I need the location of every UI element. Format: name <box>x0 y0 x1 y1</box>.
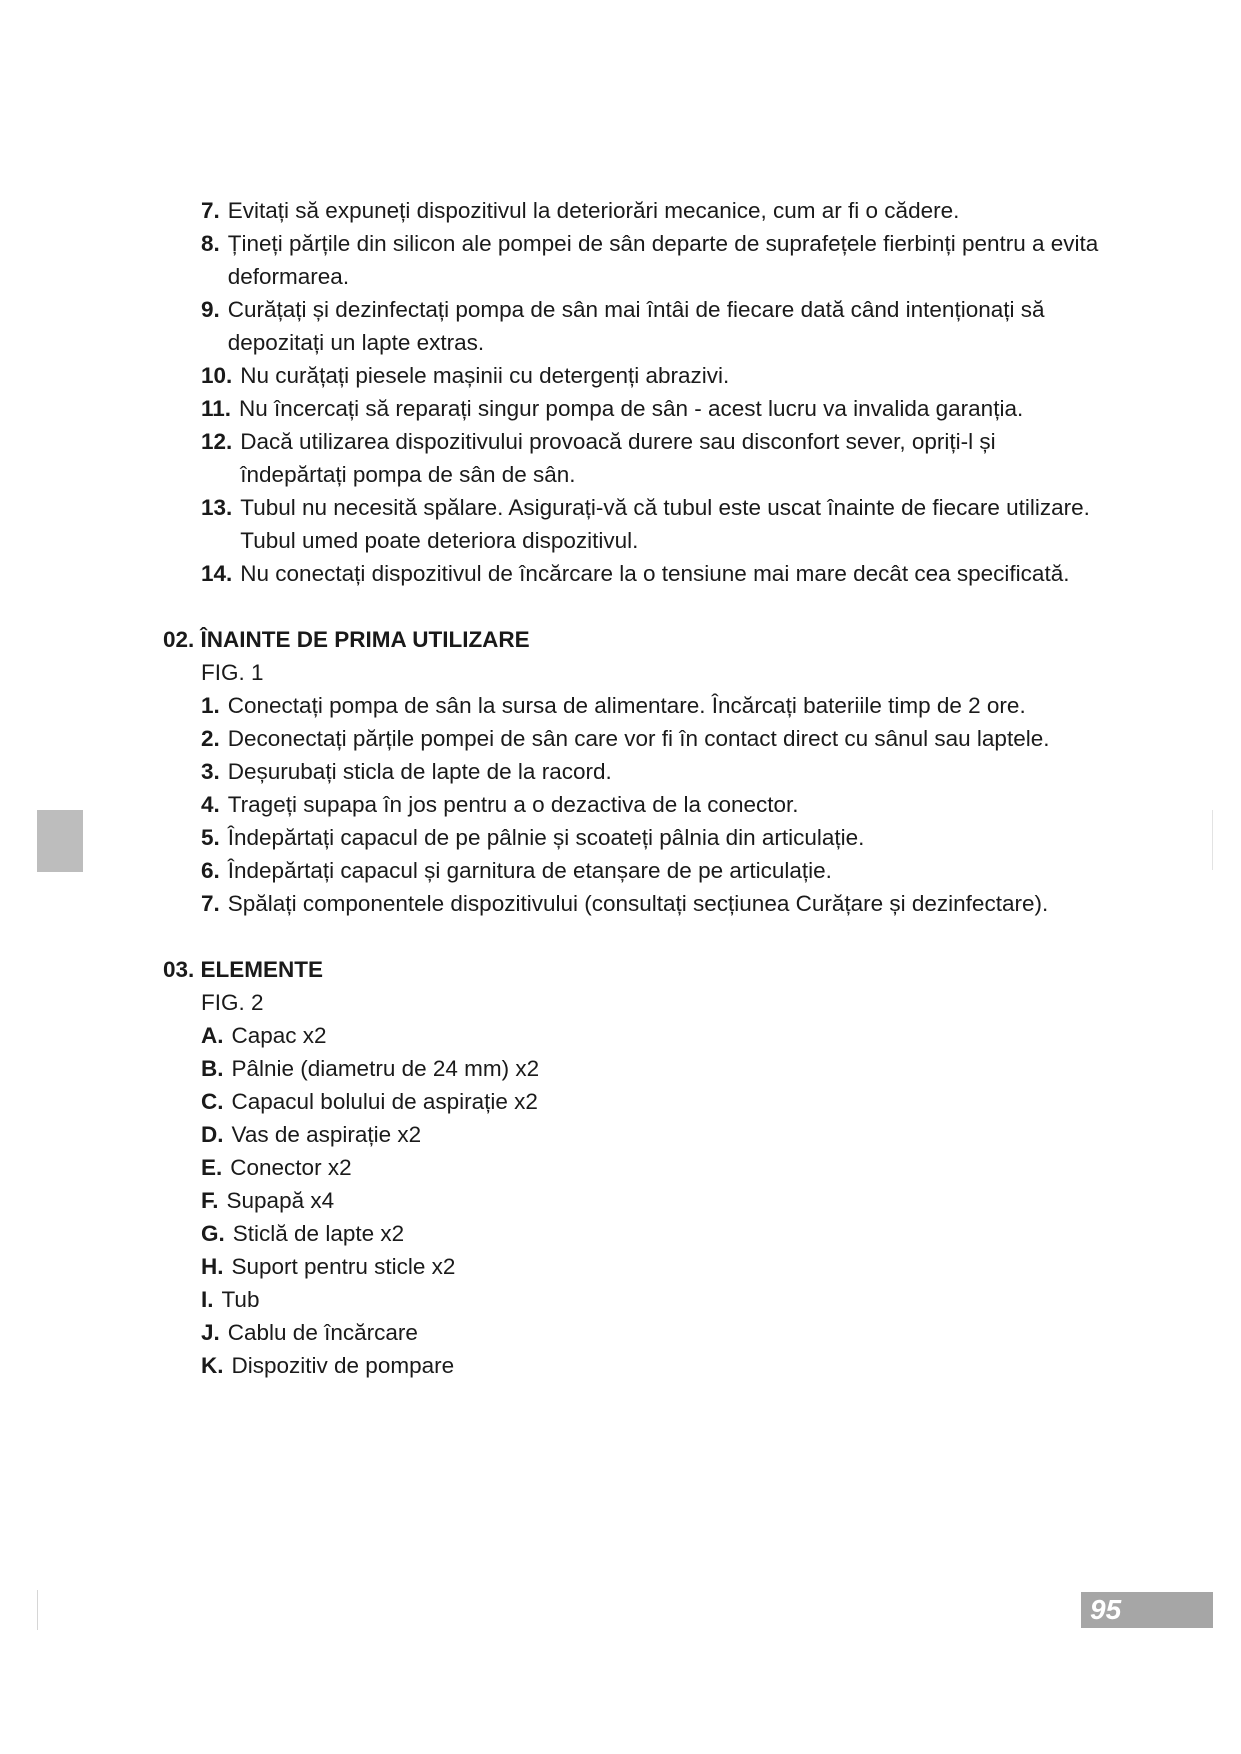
item-text: Sticlă de lapte x2 <box>232 1221 405 1246</box>
item-number: 5. <box>201 825 220 850</box>
list-item <box>163 722 1103 755</box>
item-text: Pâlnie (diametru de 24 mm) x2 <box>231 1056 540 1081</box>
item-number: 14. <box>201 561 233 586</box>
item-text: Cablu de încărcare <box>227 1320 418 1345</box>
item-text: Curățați și dezinfectați pompa de sân mai întâi de fiecare dată când intenționați să depozitați un lapte extras. <box>227 297 1045 355</box>
list-item <box>163 1019 1103 1052</box>
item-text: Deșurubați sticla de lapte de la racord. <box>227 759 612 784</box>
item-number: 6. <box>201 858 220 883</box>
item-text: Spălați componentele dispozitivului (consultați secțiunea Curățare și dezinfectare). <box>227 891 1049 916</box>
item-letter: F. <box>201 1188 219 1213</box>
item-text: Trageți supapa în jos pentru a o dezactiva de la conector. <box>227 792 799 817</box>
list-item <box>163 194 1103 227</box>
item-text: Supapă x4 <box>226 1188 335 1213</box>
list-item <box>163 788 1103 821</box>
item-text: Nu încercați să reparați singur pompa de sân - acest lucru va invalida garanția. <box>239 396 1024 421</box>
page-edge-line <box>37 1590 38 1630</box>
list-item <box>163 1085 1103 1118</box>
page-edge-line <box>1212 810 1213 870</box>
list-item <box>163 689 1103 722</box>
list-item <box>163 1052 1103 1085</box>
list-item <box>163 1184 1103 1217</box>
list-item <box>163 821 1103 854</box>
list-item <box>163 1250 1103 1283</box>
item-text: Tub <box>221 1287 260 1312</box>
item-number: 7. <box>201 198 220 223</box>
item-number: 9. <box>201 297 220 322</box>
side-tab-marker <box>37 810 83 872</box>
item-letter: C. <box>201 1089 224 1114</box>
elements-list <box>163 1019 1103 1382</box>
item-text: Nu curățați piesele mașinii cu detergenți abrazivi. <box>240 363 730 388</box>
section-heading: 02. ÎNAINTE DE PRIMA UTILIZARE <box>163 627 530 652</box>
item-text: Dispozitiv de pompare <box>231 1353 455 1378</box>
item-text: Conectați pompa de sân la sursa de alimentare. Încărcați bateriile timp de 2 ore. <box>227 693 1026 718</box>
list-item <box>163 1283 1103 1316</box>
list-item <box>163 557 1103 590</box>
page-content <box>163 194 1103 1382</box>
figure-reference: FIG. 1 <box>201 660 264 685</box>
list-item <box>163 392 1103 425</box>
item-text: Îndepărtați capacul și garnitura de etanșare de pe articulație. <box>227 858 832 883</box>
item-number: 13. <box>201 495 233 520</box>
item-text: Capacul bolului de aspirație x2 <box>231 1089 538 1114</box>
item-number: 7. <box>201 891 220 916</box>
list-item <box>163 425 1103 491</box>
list-item <box>163 1349 1103 1382</box>
item-letter: G. <box>201 1221 225 1246</box>
item-text: Capac x2 <box>231 1023 327 1048</box>
list-item <box>163 887 1103 920</box>
item-letter: E. <box>201 1155 223 1180</box>
item-text: Vas de aspirație x2 <box>231 1122 422 1147</box>
list-item <box>163 1151 1103 1184</box>
item-text: Evitați să expuneți dispozitivul la deteriorări mecanice, cum ar fi o cădere. <box>227 198 960 223</box>
item-text: Conector x2 <box>230 1155 352 1180</box>
figure-reference: FIG. 2 <box>201 990 264 1015</box>
item-text: Nu conectați dispozitivul de încărcare la o tensiune mai mare decât cea specificată. <box>240 561 1070 586</box>
item-text: Dacă utilizarea dispozitivului provoacă durere sau disconfort sever, opriți-l și îndepărtați pompa de sân de sân. <box>240 429 996 487</box>
item-letter: I. <box>201 1287 214 1312</box>
item-letter: H. <box>201 1254 224 1279</box>
section-heading: 03. ELEMENTE <box>163 957 324 982</box>
item-letter: J. <box>201 1320 220 1345</box>
item-text: Tubul nu necesită spălare. Asigurați-vă că tubul este uscat înainte de fiecare utilizare. Tubul umed poate deteriora dispozitivul. <box>240 495 1090 553</box>
list-item <box>163 1217 1103 1250</box>
precautions-list <box>163 194 1103 590</box>
list-item <box>163 227 1103 293</box>
item-number: 10. <box>201 363 233 388</box>
item-text: Suport pentru sticle x2 <box>231 1254 456 1279</box>
list-item <box>163 293 1103 359</box>
item-number: 2. <box>201 726 220 751</box>
item-text: Țineți părțile din silicon ale pompei de sân departe de suprafețele fierbinți pentru a evita deformarea. <box>227 231 1099 289</box>
item-letter: B. <box>201 1056 224 1081</box>
item-number: 8. <box>201 231 220 256</box>
list-item <box>163 755 1103 788</box>
item-number: 11. <box>201 396 232 421</box>
first-use-steps-list <box>163 689 1103 920</box>
list-item <box>163 491 1103 557</box>
item-number: 4. <box>201 792 220 817</box>
item-number: 12. <box>201 429 233 454</box>
list-item <box>163 854 1103 887</box>
item-letter: D. <box>201 1122 224 1147</box>
item-number: 1. <box>201 693 220 718</box>
page-number: 95 <box>1081 1592 1213 1628</box>
item-text: Deconectați părțile pompei de sân care vor fi în contact direct cu sânul sau laptele. <box>227 726 1050 751</box>
item-number: 3. <box>201 759 220 784</box>
list-item <box>163 1316 1103 1349</box>
item-letter: K. <box>201 1353 224 1378</box>
list-item <box>163 359 1103 392</box>
item-letter: A. <box>201 1023 224 1048</box>
item-text: Îndepărtați capacul de pe pâlnie și scoateți pâlnia din articulație. <box>227 825 865 850</box>
list-item <box>163 1118 1103 1151</box>
